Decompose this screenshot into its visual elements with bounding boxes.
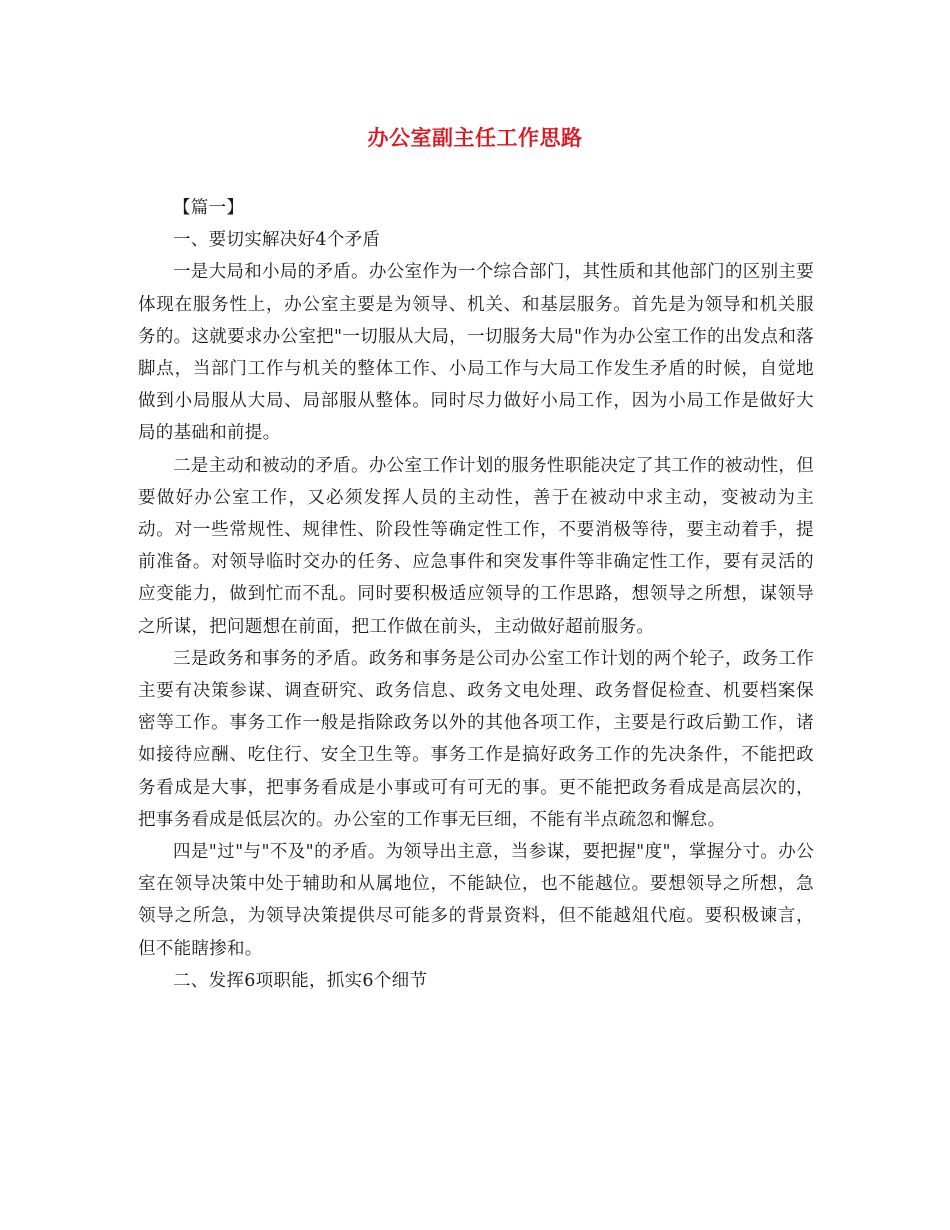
heading-two: 二、发挥6项职能，抓实6个细节	[173, 970, 428, 991]
paragraph-4: 四是"过"与"不及"的矛盾。为领导出主意，当参谋，要把握"度"，掌握分寸。办公室在领导决策中处于辅助和从属地位，不能缺位，也不能越位。要想领导之所想，急领导之所急，为领导决策提供尽可能多的背景资料，但不能越俎代庖。要积极谏言，但不能瞎掺和。	[138, 842, 814, 959]
paragraph-2: 二是主动和被动的矛盾。办公室工作计划的服务性职能决定了其工作的被动性，但要做好办公室工作，又必须发挥人员的主动性，善于在被动中求主动，变被动为主动。对一些常规性、规律性、阶段性等确定性工作，不要消极等待，要主动着手，提前准备。对领导临时交办的任务、应急事件和突发事件等非确定性工作，要有灵活的应变能力，做到忙而不乱。同时要积极适应领导的工作思路，想领导之所想，谋领导之所谋，把问题想在前面，把工作做在前头，主动做好超前服务。	[138, 455, 814, 637]
paragraph-3: 三是政务和事务的矛盾。政务和事务是公司办公室工作计划的两个轮子，政务工作主要有决策参谋、调查研究、政务信息、政务文电处理、政务督促检查、机要档案保密等工作。事务工作一般是指除政务以外的其他各项工作，主要是行政后勤工作，诸如接待应酬、吃住行、安全卫生等。事务工作是搞好政务工作的先决条件，不能把政务看成是大事，把事务看成是小事或可有可无的事。更不能把政务看成是高层次的，把事务看成是低层次的。办公室的工作事无巨细，不能有半点疏忽和懈怠。	[138, 648, 814, 830]
section-label: 【篇一】	[173, 198, 245, 218]
document-title: 办公室副主任工作思路	[367, 125, 583, 150]
heading-one: 一、要切实解决好4个矛盾	[173, 230, 381, 251]
paragraph-1: 一是大局和小局的矛盾。办公室作为一个综合部门，其性质和其他部门的区别主要体现在服务性上，办公室主要是为领导、机关、和基层服务。首先是为领导和机关服务的。这就要求办公室把"一切服从大局，一切服务大局"作为办公室工作的出发点和落脚点，当部门工作与机关的整体工作、小局工作与大局工作发生矛盾的时候，自觉地做到小局服从大局、局部服从整体。同时尽力做好小局工作，因为小局工作是做好大局的基础和前提。	[138, 262, 814, 444]
document-body	[138, 192, 814, 997]
